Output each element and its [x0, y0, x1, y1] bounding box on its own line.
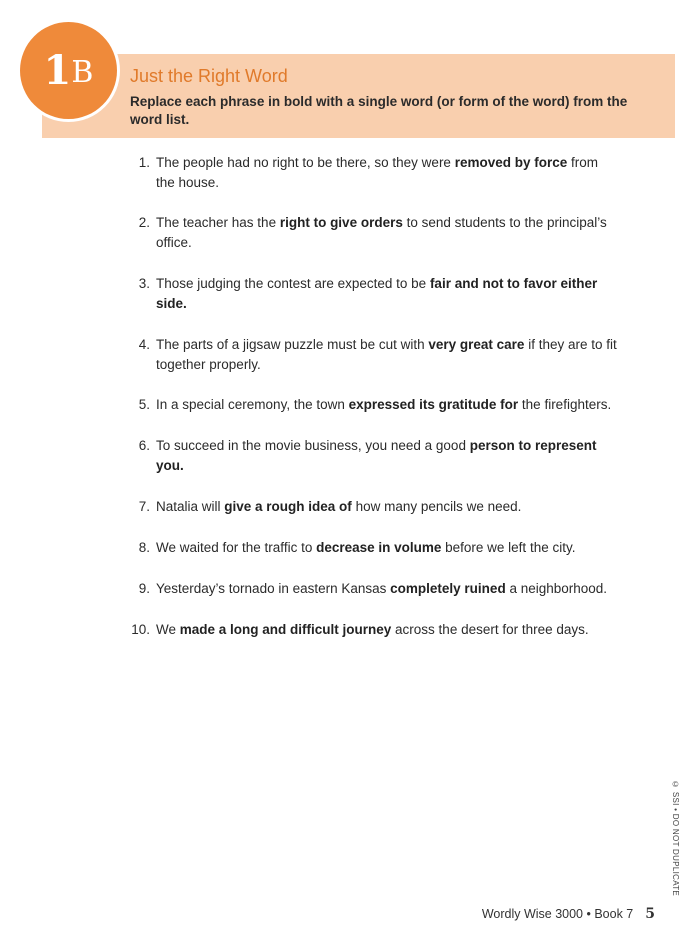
item-text: Yesterday’s tornado in eastern Kansas [156, 581, 391, 596]
exercise-item [120, 213, 620, 253]
item-bold-phrase: right to give orders [279, 215, 403, 230]
item-text: We [156, 622, 180, 637]
item-number: 9. [138, 581, 150, 596]
item-text-after: across the desert for three days. [391, 622, 589, 637]
item-number: 7. [138, 499, 150, 514]
exercise-item [120, 538, 575, 558]
badge-letter: B [71, 55, 94, 90]
item-number: 3. [138, 276, 150, 291]
exercise-item [120, 335, 620, 375]
item-bold-phrase: give a rough idea of [224, 499, 352, 514]
exercise-item [120, 579, 607, 599]
item-text-after: the firefighters. [518, 397, 612, 412]
item-text-after: to send students to the principal’s office. [156, 215, 607, 250]
item-text: The parts of a jigsaw puzzle must be cut with [156, 337, 429, 352]
item-text: Natalia will [156, 499, 225, 514]
item-text: We waited for the traffic to [156, 540, 317, 555]
item-bold-phrase: made a long and difficult journey [179, 622, 392, 637]
item-bold-phrase: fair and not to favor either side. [156, 276, 598, 311]
exercise-item [120, 497, 521, 517]
item-text-after: a neighborhood. [505, 581, 608, 596]
exercise-item [120, 153, 620, 193]
item-text: To succeed in the movie business, you need a good [156, 438, 470, 453]
item-bold-phrase: very great care [428, 337, 525, 352]
item-text: The teacher has the [156, 215, 280, 230]
item-bold-phrase: removed by force [454, 155, 568, 170]
item-number: 5. [138, 397, 150, 412]
exercise-item [120, 274, 620, 314]
item-text-after: before we left the city. [441, 540, 576, 555]
item-bold-phrase: decrease in volume [316, 540, 442, 555]
item-number: 8. [138, 540, 150, 555]
exercise-item [120, 436, 620, 476]
page-footer [482, 906, 655, 922]
exercise-item [120, 395, 611, 415]
copyright-notice: © SSI • DO NOT DUPLICATE [671, 780, 680, 897]
item-text: In a special ceremony, the town [156, 397, 349, 412]
item-text-after: how many pencils we need. [351, 499, 522, 514]
book-title: Wordly Wise 3000 • Book 7 [481, 907, 634, 921]
item-number: 2. [138, 215, 150, 230]
instructions: Replace each phrase in bold with a single word (or form of the word) from the word list. [130, 94, 628, 127]
item-number: 1. [138, 155, 150, 170]
item-text-after: if they are to fit together properly. [156, 337, 617, 372]
section-title: Just the Right Word [130, 66, 288, 86]
item-text: The people had no right to be there, so they were [156, 155, 455, 170]
item-bold-phrase: expressed its gratitude for [348, 397, 519, 412]
lesson-badge [20, 22, 117, 119]
item-text-after: from the house. [156, 155, 599, 190]
item-number: 6. [138, 438, 150, 453]
item-bold-phrase: completely ruined [390, 581, 506, 596]
badge-number: 1 [43, 47, 71, 94]
item-number: 10. [131, 622, 150, 637]
item-number: 4. [138, 337, 150, 352]
item-bold-phrase: person to represent you. [156, 438, 597, 473]
exercise-item [120, 620, 589, 640]
page-number: 5 [645, 906, 655, 922]
item-text: Those judging the contest are expected to be [156, 276, 430, 291]
